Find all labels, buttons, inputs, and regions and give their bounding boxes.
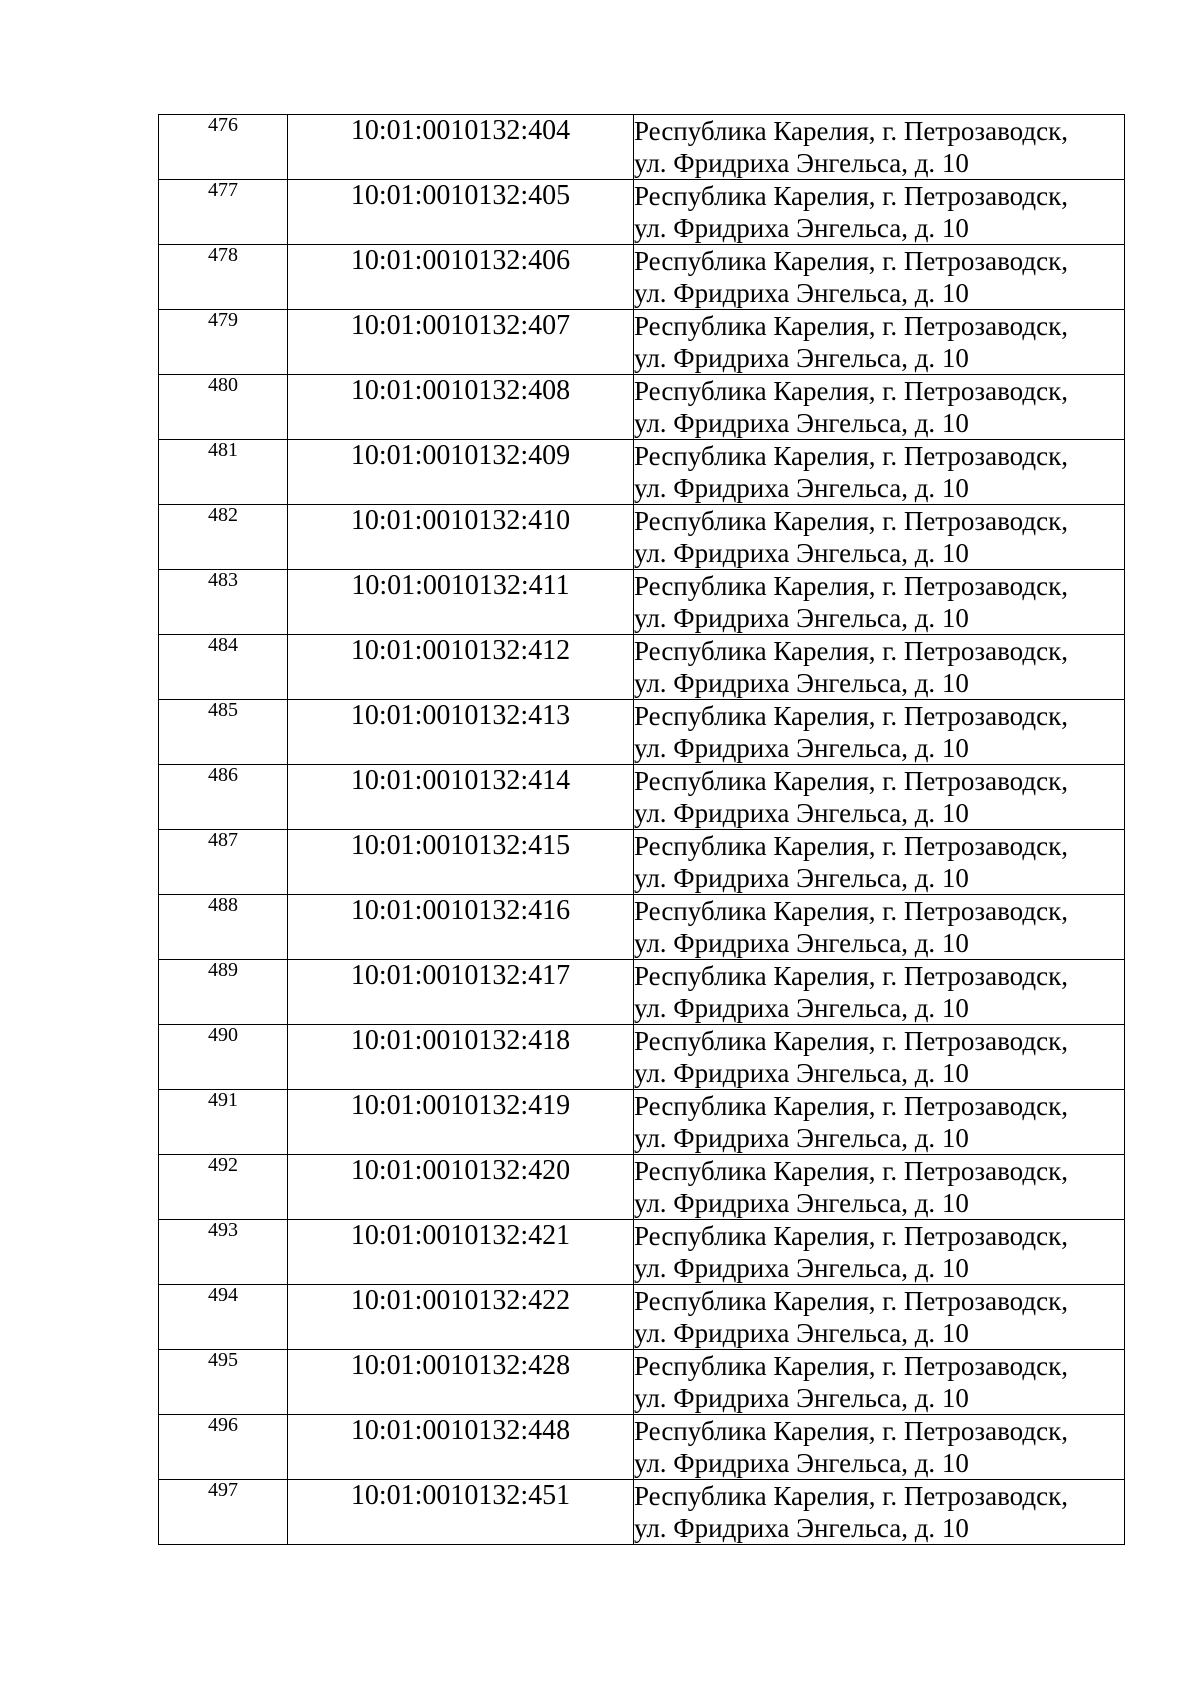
address-line-2: ул. Фридриха Энгельса, д. 10 [634,733,969,763]
address-cell [634,1155,1125,1220]
cadastral-number-cell: 10:01:0010132:428 [288,1350,634,1415]
address-cell [634,1350,1125,1415]
address-cell [634,895,1125,960]
row-number-cell: 490 [159,1025,288,1090]
address-line-2: ул. Фридриха Энгельса, д. 10 [634,1188,969,1218]
address-line-1: Республика Карелия, г. Петрозаводск, [634,636,1068,666]
table-row [159,570,1125,635]
row-number-cell: 496 [159,1415,288,1480]
cadastral-number-cell: 10:01:0010132:451 [288,1480,634,1545]
row-number-cell: 480 [159,375,288,440]
address-line-2: ул. Фридриха Энгельса, д. 10 [634,798,969,828]
row-number-cell: 488 [159,895,288,960]
address-line-1: Республика Карелия, г. Петрозаводск, [634,116,1068,146]
address-cell [634,960,1125,1025]
row-number-cell: 492 [159,1155,288,1220]
row-number-cell: 493 [159,1220,288,1285]
address-cell [634,440,1125,505]
table-row [159,1480,1125,1545]
cadastral-number-cell: 10:01:0010132:417 [288,960,634,1025]
address-line-2: ул. Фридриха Энгельса, д. 10 [634,1448,969,1478]
table-row [159,700,1125,765]
address-cell [634,830,1125,895]
cadastral-number-cell: 10:01:0010132:405 [288,180,634,245]
address-line-2: ул. Фридриха Энгельса, д. 10 [634,1123,969,1153]
cadastral-number-cell: 10:01:0010132:412 [288,635,634,700]
address-line-1: Республика Карелия, г. Петрозаводск, [634,376,1068,406]
address-line-1: Республика Карелия, г. Петрозаводск, [634,311,1068,341]
address-line-1: Республика Карелия, г. Петрозаводск, [634,1416,1068,1446]
address-line-1: Республика Карелия, г. Петрозаводск, [634,766,1068,796]
table-row [159,830,1125,895]
table-row [159,505,1125,570]
cadastral-number-cell: 10:01:0010132:415 [288,830,634,895]
address-line-1: Республика Карелия, г. Петрозаводск, [634,571,1068,601]
row-number-cell: 478 [159,245,288,310]
row-number-cell: 481 [159,440,288,505]
address-line-1: Республика Карелия, г. Петрозаводск, [634,1221,1068,1251]
address-line-1: Республика Карелия, г. Петрозаводск, [634,1156,1068,1186]
row-number-cell: 491 [159,1090,288,1155]
address-cell [634,180,1125,245]
table-row [159,1350,1125,1415]
address-cell [634,375,1125,440]
address-line-2: ул. Фридриха Энгельса, д. 10 [634,1058,969,1088]
table-row [159,1285,1125,1350]
table-row [159,1415,1125,1480]
address-line-2: ул. Фридриха Энгельса, д. 10 [634,473,969,503]
address-line-2: ул. Фридриха Энгельса, д. 10 [634,343,969,373]
table-row [159,765,1125,830]
cadastral-number-cell: 10:01:0010132:421 [288,1220,634,1285]
address-line-1: Республика Карелия, г. Петрозаводск, [634,1026,1068,1056]
address-line-2: ул. Фридриха Энгельса, д. 10 [634,278,969,308]
row-number-cell: 482 [159,505,288,570]
address-line-1: Республика Карелия, г. Петрозаводск, [634,1286,1068,1316]
row-number-cell: 476 [159,115,288,180]
address-line-1: Республика Карелия, г. Петрозаводск, [634,831,1068,861]
registry-table [158,114,1125,1545]
address-line-1: Республика Карелия, г. Петрозаводск, [634,1091,1068,1121]
row-number-cell: 489 [159,960,288,1025]
table-row [159,1155,1125,1220]
table-row [159,1025,1125,1090]
row-number-cell: 477 [159,180,288,245]
address-cell [634,1480,1125,1545]
address-cell [634,765,1125,830]
cadastral-number-cell: 10:01:0010132:410 [288,505,634,570]
address-cell [634,700,1125,765]
row-number-cell: 495 [159,1350,288,1415]
cadastral-number-cell: 10:01:0010132:420 [288,1155,634,1220]
address-line-1: Республика Карелия, г. Петрозаводск, [634,181,1068,211]
cadastral-number-cell: 10:01:0010132:418 [288,1025,634,1090]
cadastral-number-cell: 10:01:0010132:414 [288,765,634,830]
address-line-1: Республика Карелия, г. Петрозаводск, [634,896,1068,926]
address-line-1: Республика Карелия, г. Петрозаводск, [634,1481,1068,1511]
address-line-2: ул. Фридриха Энгельса, д. 10 [634,1253,969,1283]
cadastral-number-cell: 10:01:0010132:409 [288,440,634,505]
address-line-1: Республика Карелия, г. Петрозаводск, [634,1351,1068,1381]
address-line-1: Республика Карелия, г. Петрозаводск, [634,701,1068,731]
address-cell [634,1415,1125,1480]
row-number-cell: 494 [159,1285,288,1350]
address-line-1: Республика Карелия, г. Петрозаводск, [634,506,1068,536]
address-line-1: Республика Карелия, г. Петрозаводск, [634,961,1068,991]
row-number-cell: 497 [159,1480,288,1545]
address-line-2: ул. Фридриха Энгельса, д. 10 [634,1383,969,1413]
cadastral-number-cell: 10:01:0010132:407 [288,310,634,375]
address-cell [634,505,1125,570]
address-line-2: ул. Фридриха Энгельса, д. 10 [634,408,969,438]
row-number-cell: 479 [159,310,288,375]
table-row [159,180,1125,245]
address-line-1: Республика Карелия, г. Петрозаводск, [634,441,1068,471]
table-row [159,960,1125,1025]
address-cell [634,310,1125,375]
cadastral-number-cell: 10:01:0010132:411 [288,570,634,635]
table-row [159,1090,1125,1155]
address-cell [634,1220,1125,1285]
address-cell [634,1285,1125,1350]
address-line-2: ул. Фридриха Энгельса, д. 10 [634,213,969,243]
row-number-cell: 487 [159,830,288,895]
cadastral-number-cell: 10:01:0010132:448 [288,1415,634,1480]
address-cell [634,115,1125,180]
row-number-cell: 483 [159,570,288,635]
cadastral-number-cell: 10:01:0010132:413 [288,700,634,765]
row-number-cell: 484 [159,635,288,700]
address-line-2: ул. Фридриха Энгельса, д. 10 [634,1318,969,1348]
registry-table-body [159,115,1125,1545]
address-line-2: ул. Фридриха Энгельса, д. 10 [634,668,969,698]
table-row [159,310,1125,375]
row-number-cell: 486 [159,765,288,830]
table-row [159,1220,1125,1285]
cadastral-number-cell: 10:01:0010132:404 [288,115,634,180]
table-row [159,115,1125,180]
row-number-cell: 485 [159,700,288,765]
address-line-2: ул. Фридриха Энгельса, д. 10 [634,603,969,633]
cadastral-number-cell: 10:01:0010132:408 [288,375,634,440]
address-line-1: Республика Карелия, г. Петрозаводск, [634,246,1068,276]
cadastral-number-cell: 10:01:0010132:416 [288,895,634,960]
address-cell [634,635,1125,700]
address-cell [634,1090,1125,1155]
address-line-2: ул. Фридриха Энгельса, д. 10 [634,863,969,893]
table-row [159,635,1125,700]
address-line-2: ул. Фридриха Энгельса, д. 10 [634,1513,969,1543]
cadastral-number-cell: 10:01:0010132:422 [288,1285,634,1350]
table-row [159,895,1125,960]
address-line-2: ул. Фридриха Энгельса, д. 10 [634,538,969,568]
address-cell [634,1025,1125,1090]
address-cell [634,245,1125,310]
address-line-2: ул. Фридриха Энгельса, д. 10 [634,148,969,178]
address-line-2: ул. Фридриха Энгельса, д. 10 [634,928,969,958]
cadastral-number-cell: 10:01:0010132:419 [288,1090,634,1155]
address-cell [634,570,1125,635]
table-row [159,245,1125,310]
table-row [159,440,1125,505]
table-row [159,375,1125,440]
cadastral-number-cell: 10:01:0010132:406 [288,245,634,310]
address-line-2: ул. Фридриха Энгельса, д. 10 [634,993,969,1023]
